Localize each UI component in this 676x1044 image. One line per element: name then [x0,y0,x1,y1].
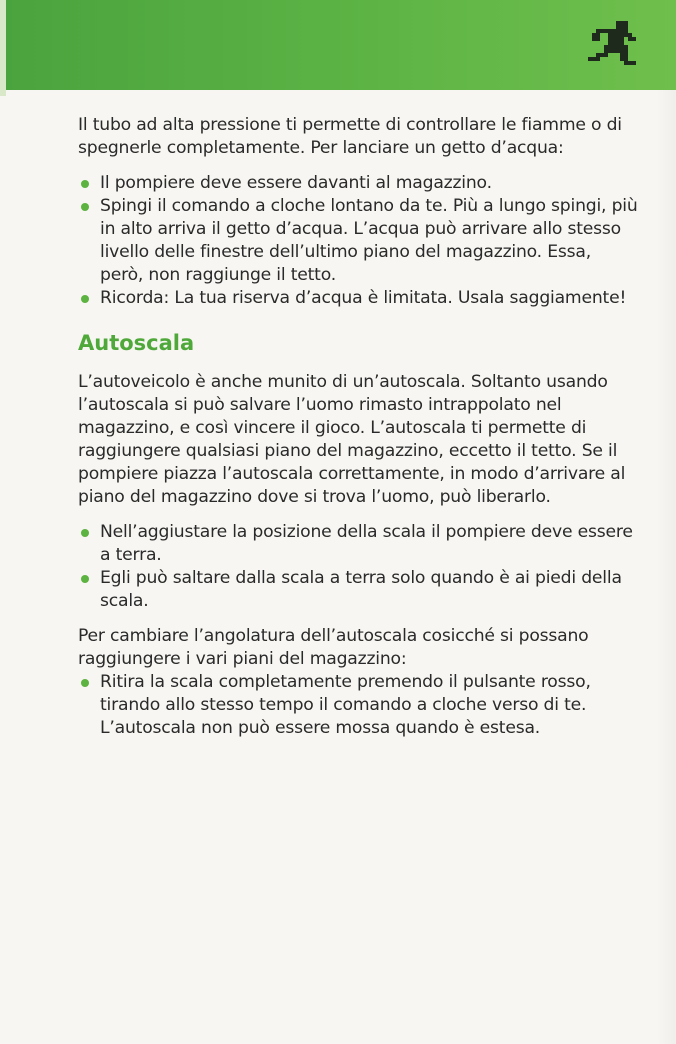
bullet-icon [81,203,89,211]
intro-bullet-list [78,172,638,310]
bullet-text: Egli può saltare dalla scala a terra solo quando è ai piedi della scala. [100,568,622,611]
running-figure-icon [588,20,640,70]
bullet-icon [81,180,89,188]
page-edge [0,0,6,96]
bullet-icon [81,295,89,303]
list-item [78,172,638,195]
bullet-text: Il pompiere deve essere davanti al magazzino. [100,173,492,193]
bullet-text: Spingi il comando a cloche lontano da te. Più a lungo spingi, più in alto arriva il getto d’acqua. L’acqua può arrivare allo stesso livello delle finestre dell’ultimo piano del magazzino. Essa, però, non raggiunge il tetto. [100,196,638,285]
angle-paragraph: Per cambiare l’angolatura dell’autoscala cosicché si possano raggiungere i vari piani del magazzino: [78,626,589,669]
bullet-icon [81,679,89,687]
autoscala-paragraph: L’autoveicolo è anche munito di un’autoscala. Soltanto usando l’autoscala si può salvare l’uomo rimasto intrappolato nel magazzino, e così vincere il gioco. L’autoscala ti permette di raggiungere qualsiasi piano del magazzino, eccetto il tetto. Se il pompiere piazza l’autoscala correttamente, in modo d’arrivare al piano del magazzino dove si trova l’uomo, può liberarlo. [78,372,626,507]
list-item [78,287,638,310]
page-shadow [656,90,676,1044]
list-item [78,521,638,567]
autoscala-bullet-list [78,521,638,613]
bullet-text: Ritira la scala completamente premendo il pulsante rosso, tirando allo stesso tempo il comando a cloche verso di te. L’autoscala non può essere mossa quando è estesa. [100,672,591,738]
list-item [78,567,638,613]
bullet-text: Ricorda: La tua riserva d’acqua è limitata. Usala saggiamente! [100,288,627,308]
section-heading: Autoscala [78,331,195,355]
bullet-icon [81,575,89,583]
bullet-icon [81,529,89,537]
list-item [78,671,638,740]
bullet-text: Nell’aggiustare la posizione della scala il pompiere deve essere a terra. [100,522,633,565]
manual-text [78,114,638,740]
angle-bullet-list [78,671,638,740]
intro-paragraph: Il tubo ad alta pressione ti permette di controllare le fiamme o di spegnerle completamente. Per lanciare un getto d’acqua: [78,115,622,158]
list-item [78,195,638,287]
header-band [0,0,676,90]
